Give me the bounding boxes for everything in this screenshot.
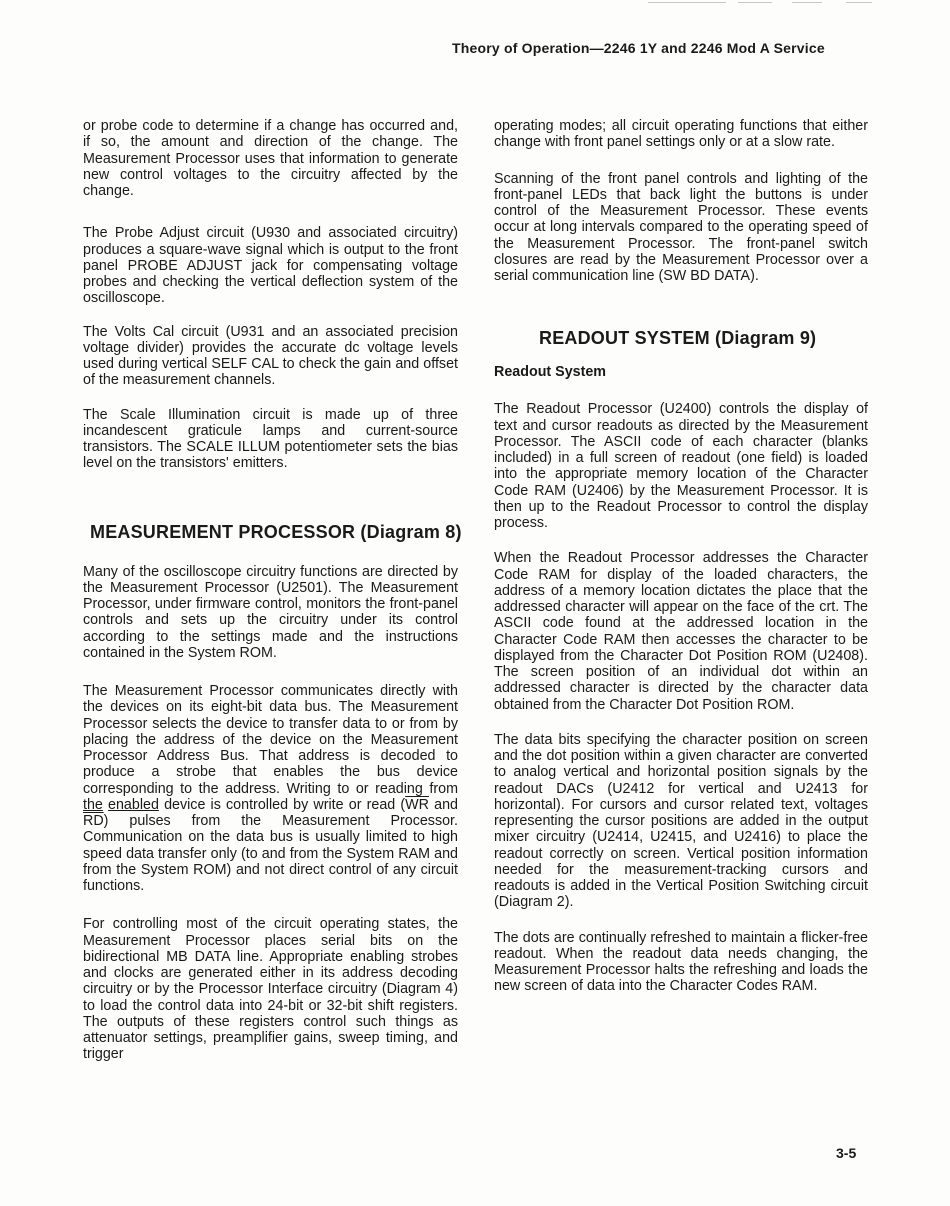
paragraph: The Probe Adjust circuit (U930 and associated circuitry) produces a square-wave signal which is output to the front panel PROBE ADJUST jack for compensating voltage probes and checking the vertical deflection system of the oscilloscope. xyxy=(83,225,458,307)
paragraph: The Readout Processor (U2400) controls the display of text and cursor readouts as directed by the Measurement Processor. The ASCII code of each character (blanks included) in a full screen of readout (one field) is loaded into the appropriate memory location of the Character Code RAM (U2406) by the Measurement Processor. It is then up to the Readout Processor to control the display process. xyxy=(494,401,868,531)
text-run: ) pulses from the Measurement Processor. Communication on the data bus is usually limited to high speed data transfer only (to and from the System RAM and from the System ROM) and not direct control of any circuit functions. xyxy=(83,813,458,894)
running-header: Theory of Operation—2246 1Y and 2246 Mod A Service xyxy=(452,40,825,56)
text-run: device is controlled by write or read ( xyxy=(164,796,406,813)
paragraph: The dots are continually refreshed to maintain a flicker-free readout. When the readout data needs changing, the Measurement Processor halts the refreshing and loads the new screen of data into the Character Codes RAM. xyxy=(494,929,868,995)
underlined-word: enabled xyxy=(108,796,159,813)
scan-artifact-line xyxy=(738,2,772,3)
right-column xyxy=(494,118,868,995)
paragraph: or probe code to determine if a change has occurred and, if so, the amount and direction of the change. The Measurement Processor uses that information to generate new control voltages to the circuitry affected by the change. xyxy=(83,118,458,199)
left-column xyxy=(83,118,462,1063)
paragraph: Scanning of the front panel controls and lighting of the front-panel LEDs that back light the buttons is under control of the Measurement Processor. These events occur at long intervals compared to the operating speed of the Measurement Processor. The front-panel switch closures are read by the Measurement Processor over a serial communication line (SW BD DATA). xyxy=(494,170,868,284)
scan-artifact-line xyxy=(792,2,822,3)
text-run: and xyxy=(428,796,458,813)
section-heading: READOUT SYSTEM (Diagram 9) xyxy=(539,328,817,349)
scan-artifact-line xyxy=(846,2,872,3)
paragraph: operating modes; all circuit operating functions that either change with front panel settings only or at a slow rate. xyxy=(494,118,868,151)
paragraph: For controlling most of the circuit operating states, the Measurement Processor places serial bits on the bidirectional MB DATA line. Appropriate enabling strobes and clocks are generated either in its address decoding circuitry or by the Processor Interface circuitry (Diagram 4) to load the control data into 24-bit or 32-bit shift registers. The outputs of these registers control such things as attenuator settings, preamplifier gains, sweep timing, and trigger xyxy=(83,916,458,1063)
subsection-heading: Readout System xyxy=(494,364,607,381)
underlined-word: the xyxy=(83,796,103,813)
write-signal-label: $\overline{WR}$ xyxy=(405,796,429,813)
paragraph: The Scale Illumination circuit is made up of three incandescent graticule lamps and current-source transistors. The SCALE ILLUM potentiometer sets the bias level on the transistors' emitters. xyxy=(83,406,458,472)
paragraph xyxy=(83,683,458,894)
page-number: 3-5 xyxy=(836,1145,857,1161)
section-heading: MEASUREMENT PROCESSOR (Diagram 8) xyxy=(90,521,462,542)
paragraph: Many of the oscilloscope circuitry functions are directed by the Measurement Processor (U2501). The Measurement Processor, under firmware control, monitors the front-panel controls and sets up the circuitry under its control according to the settings made and the instructions contained in the System ROM. xyxy=(83,563,458,661)
text-run: The Measurement Processor communicates directly with the devices on its eight-bit data bus. The Measurement Processor selects the device to transfer data to or from by placing the address of the device on the Measurement Processor Address Bus. That address is decoded to produce a strobe that enables the bus device corresponding to the address. Writing to or reading from xyxy=(83,683,458,797)
paragraph: The data bits specifying the character position on screen and the dot position within a given character are converted to analog vertical and horizontal position signals by the readout DACs (U2412 for vertical and U2413 for horizontal). For cursors and cursor related text, voltages representing the cursor positions are added in the output mixer circuitry (U2414, U2415, and U2416) to place the readout correctly on screen. Vertical position information needed for the measurement-tracking cursors and readouts is added in the Vertical Position Switching circuit (Diagram 2). xyxy=(494,731,868,911)
paragraph: The Volts Cal circuit (U931 and an associated precision voltage divider) provides the accurate dc voltage levels used during vertical SELF CAL to check the gain and offset of the measurement channels. xyxy=(83,323,458,389)
scan-artifact-line xyxy=(648,2,726,3)
paragraph: When the Readout Processor addresses the Character Code RAM for display of the loaded characters, the address of a memory location dictates the place that the addressed character will appear on the face of the crt. The ASCII code found at the addressed location in the Character Code RAM then accesses the character to be displayed from the Character Dot Position ROM (U2408). The screen position of an individual dot within an addressed character is directed by the character data obtained from the Character Dot Position ROM. xyxy=(494,550,868,713)
read-signal-label: $\overline{RD}$ xyxy=(83,813,104,829)
